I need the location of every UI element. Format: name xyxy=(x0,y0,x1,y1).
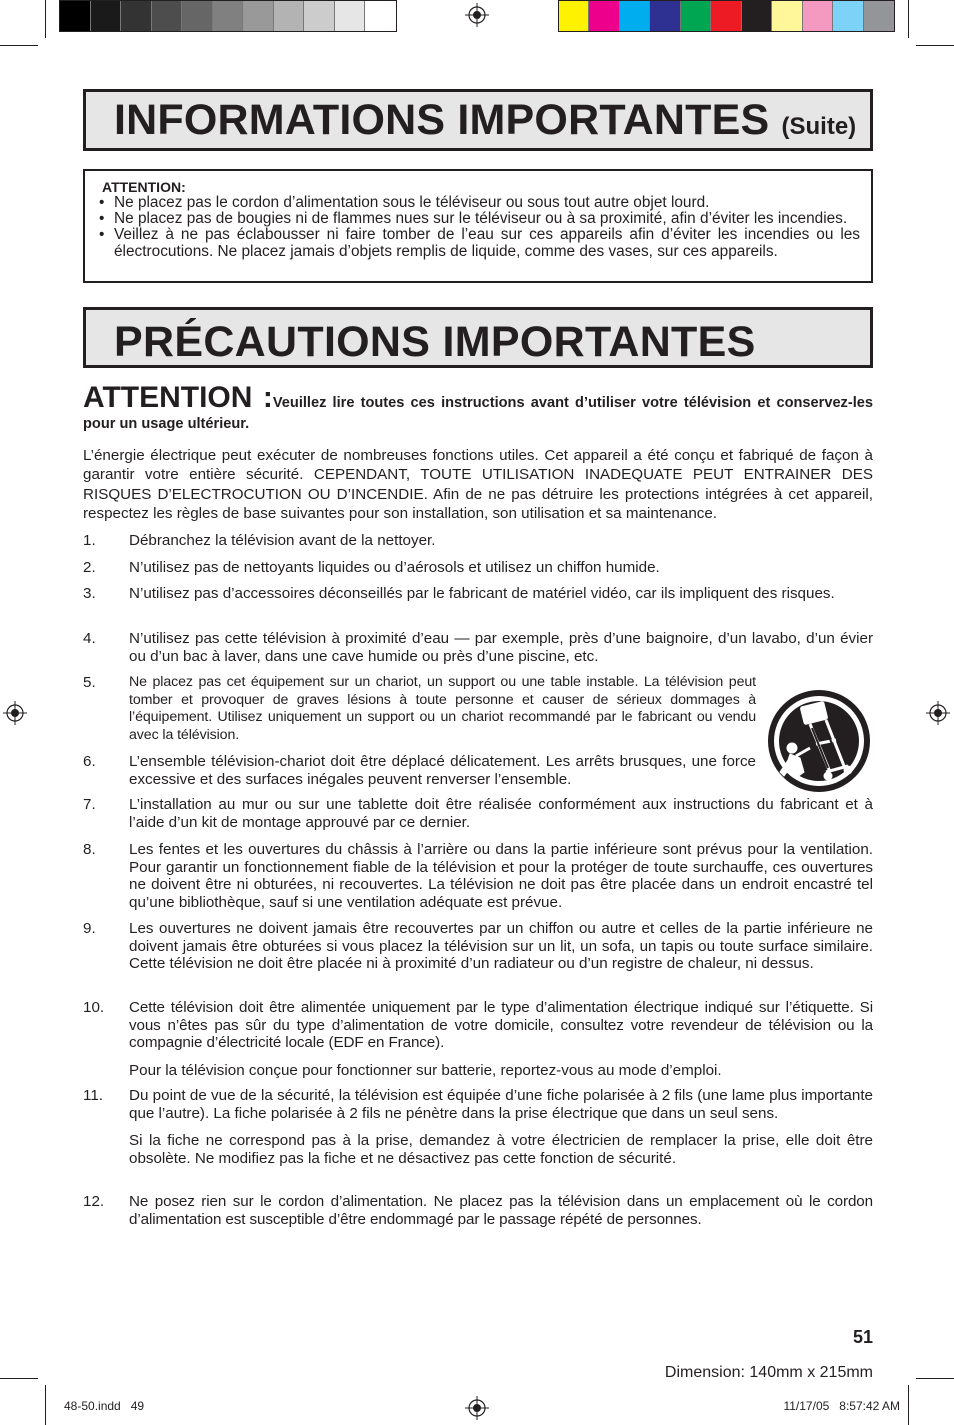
color-swatch xyxy=(60,1,91,31)
page-title xyxy=(114,96,856,145)
item-text: Du point de vue de la sécurité, la télévision est équipée d’une fiche polarisée à 2 fils (une lame plus importante que l’autre). La fiche polarisée à 2 fils ne pénètre dans la prise électrique que dans un seul sens. xyxy=(129,1087,873,1122)
color-swatch xyxy=(620,1,650,31)
color-swatch xyxy=(121,1,152,31)
item-text: Débranchez la télévision avant de la nettoyer. xyxy=(129,532,436,549)
attention-word: ATTENTION : xyxy=(83,381,273,414)
list-item xyxy=(83,920,873,973)
item-number: 6. xyxy=(83,753,96,770)
item-text: Cette télévision doit être alimentée uniquement par le type d’alimentation électrique indiqué sur l’étiquette. Si vous n’êtes pas sûr du type d’alimentation de votre domicile, consultez votre revendeur de télévision ou la compagnie d’électricité locale (EDF en France). xyxy=(129,999,873,1052)
registration-mark-icon xyxy=(3,701,27,725)
color-swatch xyxy=(833,1,863,31)
color-swatch xyxy=(711,1,741,31)
list-item: • Ne placez pas de bougies ni de flammes nues sur le téléviseur ou à sa proximité, afin d’éviter les incendies. xyxy=(98,211,860,227)
slug-file: 48-50.indd 49 xyxy=(64,1399,145,1413)
gray-swatch-bar xyxy=(59,0,397,32)
list-item xyxy=(83,753,873,788)
registration-mark-icon xyxy=(926,701,950,725)
list-item xyxy=(83,559,873,577)
section-heading-precautions xyxy=(83,307,873,368)
crop-mark xyxy=(916,1378,954,1379)
item-text: N’utilisez pas cette télévision à proximité d’eau — par exemple, près d’une baignoire, d’un lavabo, d’un évier ou d’un bac à laver, dans une cave humide ou près d’une piscine, etc. xyxy=(129,630,873,665)
color-swatch xyxy=(213,1,244,31)
color-swatch xyxy=(742,1,772,31)
item-subtext: Si la fiche ne correspond pas à la prise, demandez à votre électricien de remplacer la prise, elle doit être obsolète. Ne modifiez pas la fiche et ne désactivez pas cette fonction de sécurité. xyxy=(129,1132,873,1167)
color-swatch xyxy=(589,1,619,31)
crop-mark xyxy=(908,1385,909,1425)
color-swatch-bar xyxy=(558,0,895,32)
color-swatch xyxy=(335,1,366,31)
color-swatch xyxy=(274,1,305,31)
item-text: N’utilisez pas de nettoyants liquides ou d’aérosols et utilisez un chiffon humide. xyxy=(129,559,660,576)
crop-mark xyxy=(908,0,909,38)
list-item xyxy=(83,532,873,550)
item-text: L’installation au mur ou sur une tablette doit être réalisée conformément aux instructions du fabricant et à l’aide d’un kit de montage approuvé par ce dernier. xyxy=(129,796,873,831)
item-number: 1. xyxy=(83,532,96,549)
color-swatch xyxy=(365,1,396,31)
attention-text: Veuillez lire toutes ces instructions avant d’utiliser votre télévision et conservez-les pour un usage ultérieur. xyxy=(83,395,873,432)
crop-mark xyxy=(0,1378,38,1379)
crop-mark xyxy=(45,0,46,38)
color-swatch xyxy=(803,1,833,31)
item-number: 5. xyxy=(83,674,96,691)
item-text: Les fentes et les ouvertures du châssis à l’arrière ou dans la partie inférieure sont prévus pour la ventilation. Pour garantir un fonctionnement fiable de la télévision et pour la protéger de toute surchauffe, ces ouvertures ne doivent être ni obturées, ni recouvertes. La télévision ne doit pas être placée dans un endroit encastré tel qu’une bibliothèque, sauf si une ventilation adéquate est prévue. xyxy=(129,841,873,911)
crop-mark xyxy=(0,45,38,46)
section-heading-informations xyxy=(83,89,873,151)
list-item xyxy=(83,841,873,911)
color-swatch xyxy=(182,1,213,31)
list-item: • Ne placez pas le cordon d’alimentation sous le téléviseur ou sous tout autre objet lourd. xyxy=(98,195,860,211)
color-swatch xyxy=(91,1,122,31)
item-number: 11. xyxy=(83,1087,103,1104)
item-number: 10. xyxy=(83,999,105,1016)
page-number: 51 xyxy=(852,1327,873,1347)
list-item xyxy=(83,585,873,603)
item-text: L’ensemble télévision-chariot doit être déplacé délicatement. Les arrêts brusques, une force excessive et des surfaces inégales peuvent renverser l’ensemble. xyxy=(129,753,756,788)
list-item xyxy=(83,630,873,665)
color-swatch xyxy=(559,1,589,31)
page-title-suffix: (Suite) xyxy=(781,113,857,140)
item-number: 2. xyxy=(83,559,96,576)
color-swatch xyxy=(304,1,335,31)
section-title: PRÉCAUTIONS IMPORTANTES xyxy=(114,318,756,366)
crop-mark xyxy=(45,1385,46,1425)
item-number: 9. xyxy=(83,920,96,937)
attention-list xyxy=(98,195,860,260)
item-number: 12. xyxy=(83,1193,105,1210)
cart-tip-over-warning-icon xyxy=(766,688,872,794)
color-swatch xyxy=(152,1,183,31)
item-number: 3. xyxy=(83,585,96,602)
attention-label: ATTENTION: xyxy=(102,179,186,195)
item-number: 4. xyxy=(83,630,96,647)
dimension-note: Dimension: 140mm x 215mm xyxy=(664,1364,873,1381)
item-text: Les ouvertures ne doivent jamais être recouvertes par un chiffon ou autre et celles de la partie inférieure ne doivent jamais être obturées si vous placez la télévision sur un lit, un sofa, un tapis ou toute surface similaire. Cette télévision ne doit être placée ni à proximité d’un radiateur ou d’un registre de chaleur, ni dessus. xyxy=(129,920,873,973)
item-number: 7. xyxy=(83,796,96,813)
crop-mark xyxy=(916,45,954,46)
registration-mark-icon xyxy=(465,1396,489,1420)
color-swatch xyxy=(864,1,894,31)
attention-intro xyxy=(83,383,873,435)
page-title-text: INFORMATIONS IMPORTANTES xyxy=(114,96,770,144)
list-item xyxy=(83,674,873,744)
list-item xyxy=(83,999,873,1079)
list-item: • Veillez à ne pas éclabousser ni faire tomber de l’eau sur ces appareils afin d’éviter les incendies ou les électrocutions. Ne placez jamais d’objets remplis de liquide, comme des vases, sur ces appareils. xyxy=(98,227,860,259)
item-text: N’utilisez pas d’accessoires déconseillés par le fabricant de matériel vidéo, car ils impliquent des risques. xyxy=(129,585,835,602)
item-text: Ne posez rien sur le cordon d’alimentation. Ne placez pas la télévision dans un emplacement où le cordon d’alimentation est susceptible d’être endommagé par le passage répété de personnes. xyxy=(129,1193,873,1228)
list-item xyxy=(83,1087,873,1167)
color-swatch xyxy=(650,1,680,31)
intro-paragraph: L’énergie électrique peut exécuter de nombreuses fonctions utiles. Cet appareil a été conçu et fabriqué de façon à garantir votre entière sécurité. CEPENDANT, TOUTE UTILISATION INADEQUATE PEUT ENTRAINER DES RISQUES D’ELECTROCUTION OU D’INCENDIE. Afin de ne pas détruire les protections intégrées à cet appareil, respectez les règles de base suivantes pour son installation, son utilisation et sa maintenance. xyxy=(83,447,873,523)
item-text: Ne placez pas cet équipement sur un chariot, un support ou une table instable. La télévision peut tomber et provoquer de graves lésions à toute personne et causer de sérieux dommages à l’équipement. Utilisez uniquement un support ou un chariot recommandé par le fabricant ou vendu avec la télévision. xyxy=(129,674,756,743)
item-number: 8. xyxy=(83,841,96,858)
color-swatch xyxy=(243,1,274,31)
list-item xyxy=(83,796,873,831)
registration-mark-icon xyxy=(465,3,489,27)
color-swatch xyxy=(772,1,802,31)
item-subtext: Pour la télévision conçue pour fonctionner sur batterie, reportez-vous au mode d’emploi. xyxy=(129,1061,722,1079)
color-swatch xyxy=(681,1,711,31)
attention-box xyxy=(83,169,873,283)
list-item xyxy=(83,1193,873,1228)
slug-timestamp: 11/17/05 8:57:42 AM xyxy=(783,1399,900,1413)
